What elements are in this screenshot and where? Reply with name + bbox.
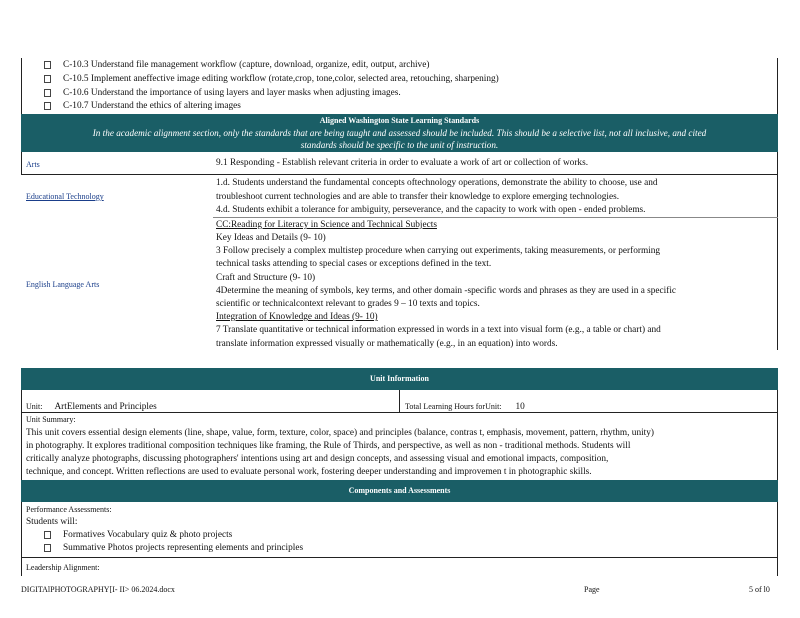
checkbox-bullet-icon [44,531,51,539]
table-border-right [777,502,778,576]
hours-label: Total Learning Hours forUnit: [405,402,502,411]
edtech-line2: troubleshoot current technologies and are able to transfer their knowledge to explore emerging technologies. [216,192,620,202]
table-border-right [777,152,778,350]
table-border-right [777,58,778,114]
standards-list-item: C-10.6 Understand the importance of using layers and layer masks when adjusting images. [44,87,401,100]
summary-line: technique, and concept. Written reflections are used to evaluate personal work, fostering deeper understanding and improvemen t in photographic skills. [26,467,592,477]
ela-paragraph-3a: 3 Follow precisely a complex multistep procedure when carrying out experiments, taking measurements, or performing [216,246,661,256]
ela-sub-craft-structure: Craft and Structure (9- 10) [216,273,316,283]
alignment-header-band [21,114,778,152]
row-divider [21,557,778,558]
ela-heading-integration: Integration of Knowledge and Ideas (9- 10) [216,312,378,322]
arts-label: Arts [26,160,40,169]
row-divider [21,174,778,175]
summary-line: critically analyze photographs, discussing photographers' intentions using art and design concepts, and assessing visual and emotional impacts, composition, [26,454,609,464]
edtech-label: Educational Technology [26,192,104,201]
unit-label: Unit: [26,402,43,411]
ela-paragraph-4b: scientific or technicalcontext relevant to grades 9 – 10 texts and topics. [216,299,480,309]
checkbox-bullet-icon [44,61,51,69]
ela-heading-cc-reading: CC:Reading for Literacy in Science and Technical Subjects [216,220,437,230]
assessment-list-item: Formatives Vocabulary quiz & photo projects [44,529,232,542]
unit-value: ArtElements and Principles [54,402,157,412]
alignment-instruction-line2: standards should be specific to the unit of instruction. [300,140,499,150]
unit-info-title: Unit Information [370,374,429,383]
summary-label: Unit Summary: [26,415,76,424]
footer-page-number: 5 of l0 [749,585,770,594]
summary-line: This unit covers essential design elements (line, shape, value, form, texture, color, space) and principles (balance, contras t, emphasis, movement, pattern, rhythm, unity) [26,428,655,438]
hours-value: 10 [515,402,525,412]
cell-divider [399,390,400,412]
table-border-left [21,502,22,576]
assessment-list-item: Summative Photos projects representing elements and principles [44,542,303,555]
footer-filename: DIGITAlPHOTOGRAPHY[I- II> 06.2024.docx [21,585,175,594]
students-will-text: Students will: [26,517,78,527]
ela-paragraph-7a: 7 Translate quantitative or technical information expressed in words in a text into visual form (e.g., a table or chart) and [216,325,661,335]
footer-page-label: Page [584,585,600,594]
table-border-left [21,152,22,174]
standards-list-item: C-10.7 Understand the ethics of altering images [44,100,241,113]
table-border-right [777,390,778,480]
alignment-instruction-line1: In the academic alignment section, only the standards that are being taught and assessed should be included. This should be a selective list, not all inclusive, and cited [92,128,707,138]
ela-paragraph-7b: translate information expressed visually or mathematically (e.g., in an equation) into words. [216,339,558,349]
components-header-band [21,480,778,502]
unit-hours-field [405,396,525,414]
table-border-left [21,390,22,480]
edtech-line1: 1.d. Students understand the fundamental concepts oftechnology operations, demonstrate the ability to choose, use and [216,178,658,188]
ela-paragraph-3b: technical tasks attending to special cases or exceptions defined in the text. [216,259,492,269]
unit-info-header-band [21,368,778,390]
alignment-title: Aligned Washington State Learning Standards [319,116,480,125]
leadership-alignment-label: Leadership Alignment: [26,563,100,572]
standards-list-item: C-10.3 Understand file management workflow (capture, download, organize, edit, output, archive) [44,59,429,72]
row-divider [213,217,778,218]
edtech-line3: 4.d. Students exhibit a tolerance for ambiguity, perseverance, and the capacity to work with open - ended problems. [216,205,646,215]
standards-list-item: C-10.5 Implement aneffective image editing workflow (rotate,crop, tone,color, selected area, retouching, sharpening) [44,73,499,86]
ela-paragraph-4a: 4Determine the meaning of symbols, key terms, and other domain -specific words and phrases as they are used in a specific [216,286,677,296]
summary-line: in photography. It explores traditional composition techniques like framing, the Rule of Thirds, and perspective, as well as non - traditional methods. Students will [26,441,631,451]
checkbox-bullet-icon [44,102,51,110]
performance-assessments-label: Performance Assessments: [26,505,112,514]
arts-standard-text: 9.1 Responding - Establish relevant criteria in order to evaluate a work of art or collection of works. [216,158,589,168]
ela-label: English Language Arts [26,280,100,289]
checkbox-bullet-icon [44,75,51,83]
components-title: Components and Assessments [348,486,451,495]
unit-name-field [26,396,157,414]
checkbox-bullet-icon [44,544,51,552]
table-border-left [21,58,22,114]
checkbox-bullet-icon [44,89,51,97]
ela-sub-key-ideas: Key Ideas and Details (9- 10) [216,233,326,243]
